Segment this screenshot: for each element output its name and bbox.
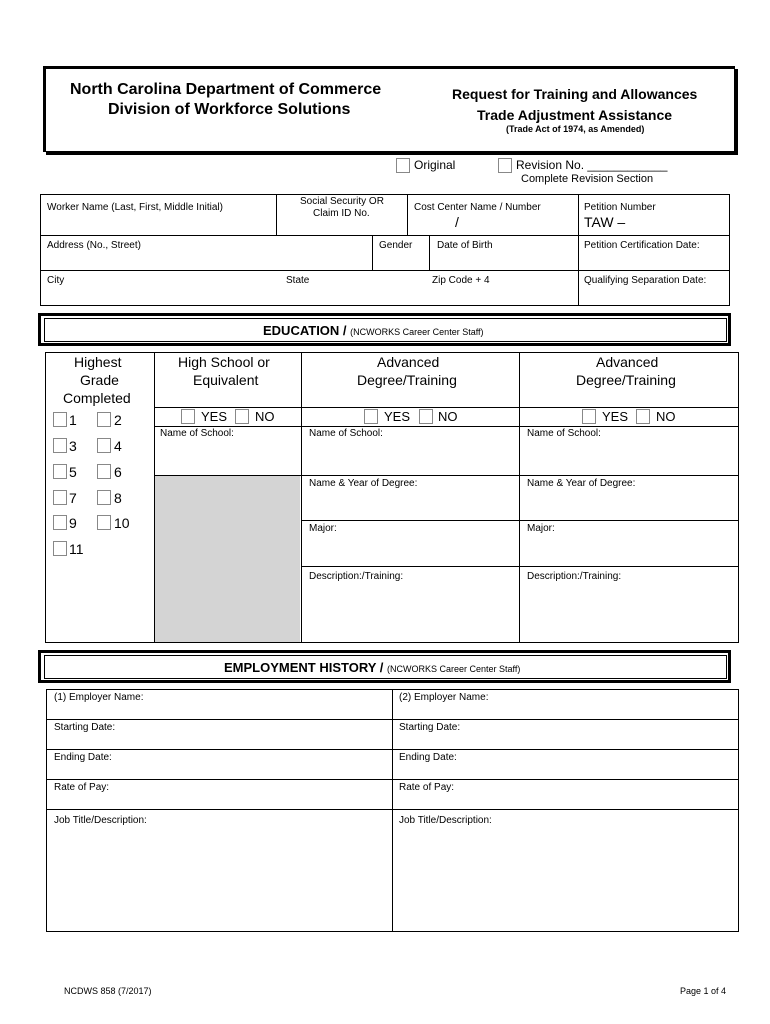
high-school-l1: High School or (178, 354, 270, 370)
adv2-description-label: Description:/Training: (527, 571, 622, 582)
adv1-yes-label: YES (384, 409, 411, 424)
dob-label: Date of Birth (437, 240, 493, 251)
zip-label: Zip Code + 4 (432, 275, 490, 286)
worker-name-field[interactable] (41, 195, 275, 234)
page-number: Page 1 of 4 (680, 986, 727, 996)
grade-8-label: 8 (114, 490, 122, 506)
worker-name-label: Worker Name (Last, First, Middle Initial) (47, 202, 223, 213)
emp2-end-label: Ending Date: (399, 752, 457, 763)
grade-11-checkbox[interactable] (53, 541, 67, 556)
grade-7-checkbox[interactable] (53, 490, 67, 505)
petition-cert-label: Petition Certification Date: (584, 240, 700, 251)
grade-10-checkbox[interactable] (97, 515, 111, 530)
form-title-3: (Trade Act of 1974, as Amended) (506, 124, 645, 134)
emp1-name-label: (1) Employer Name: (54, 692, 144, 703)
adv1-no-checkbox[interactable] (419, 409, 433, 424)
grade-6-label: 6 (114, 464, 122, 480)
adv1-no-label: NO (438, 409, 458, 424)
grade-3-label: 3 (69, 438, 77, 454)
ssn-label-1: Social Security OR (300, 196, 384, 207)
complete-revision-label: Complete Revision Section (521, 173, 654, 185)
education-table (45, 352, 739, 643)
org-line-1: North Carolina Department of Commerce (70, 81, 382, 98)
grade-4-label: 4 (114, 438, 122, 454)
hs-yes-label: YES (201, 409, 228, 424)
advanced-2-l1: Advanced (596, 354, 659, 370)
grade-8-checkbox[interactable] (97, 490, 111, 505)
highest-grade-l1: Highest (74, 354, 122, 370)
revision-checkbox[interactable] (498, 158, 512, 173)
adv1-major-label: Major: (309, 523, 337, 534)
adv2-yes-label: YES (602, 409, 629, 424)
adv2-major-label: Major: (527, 523, 555, 534)
advanced-1-l1: Advanced (377, 354, 440, 370)
header-divider (43, 66, 46, 152)
adv1-school-label: Name of School: (309, 428, 383, 439)
gender-label: Gender (379, 240, 413, 251)
form-title-2: Trade Adjustment Assistance (477, 107, 673, 123)
grade-4-checkbox[interactable] (97, 438, 111, 453)
grade-1-label: 1 (69, 412, 77, 428)
emp1-rate-label: Rate of Pay: (54, 782, 110, 793)
adv2-no-label: NO (656, 409, 676, 424)
grade-5-label: 5 (69, 464, 77, 480)
cost-center-value[interactable]: / (455, 214, 459, 230)
cost-center-label: Cost Center Name / Number (414, 202, 541, 213)
hs-shaded-area (155, 476, 300, 642)
grade-3-checkbox[interactable] (53, 438, 67, 453)
revision-label: Revision No. ____________ (516, 158, 668, 172)
petition-number-value[interactable]: TAW – (584, 214, 626, 230)
hs-no-checkbox[interactable] (235, 409, 249, 424)
separation-date-label: Qualifying Separation Date: (584, 275, 707, 286)
emp2-start-label: Starting Date: (399, 722, 461, 733)
adv1-description-label: Description:/Training: (309, 571, 404, 582)
grade-9-label: 9 (69, 515, 77, 531)
grade-10-label: 10 (114, 515, 130, 531)
city-label: City (47, 275, 65, 286)
ssn-label-2: Claim ID No. (313, 208, 370, 219)
grade-2-checkbox[interactable] (97, 412, 111, 427)
org-line-2: Division of Workforce Solutions (108, 101, 351, 118)
employment-title: EMPLOYMENT HISTORY / (NCWORKS Career Center Staff) (224, 660, 521, 675)
grade-5-checkbox[interactable] (53, 464, 67, 479)
address-label: Address (No., Street) (47, 240, 141, 251)
highest-grade-l2: Grade (80, 372, 119, 388)
advanced-2-l2: Degree/Training (576, 372, 676, 388)
emp1-start-label: Starting Date: (54, 722, 116, 733)
grade-9-checkbox[interactable] (53, 515, 67, 530)
emp2-name-label: (2) Employer Name: (399, 692, 489, 703)
header-top-bar (43, 66, 735, 69)
hs-school-label: Name of School: (160, 428, 234, 439)
grade-6-checkbox[interactable] (97, 464, 111, 479)
adv1-yes-checkbox[interactable] (364, 409, 378, 424)
highest-grade-l3: Completed (63, 390, 131, 406)
high-school-l2: Equivalent (193, 372, 259, 388)
form-title-1: Request for Training and Allowances (452, 86, 698, 102)
address-field[interactable] (41, 236, 371, 269)
emp2-rate-label: Rate of Pay: (399, 782, 455, 793)
adv1-degree-label: Name & Year of Degree: (309, 478, 418, 489)
original-checkbox[interactable] (396, 158, 410, 173)
original-label: Original (414, 158, 456, 172)
form-id: NCDWS 858 (7/2017) (64, 986, 152, 996)
hs-no-label: NO (255, 409, 275, 424)
emp2-job-label: Job Title/Description: (399, 815, 492, 826)
hs-yes-checkbox[interactable] (181, 409, 195, 424)
adv2-no-checkbox[interactable] (636, 409, 650, 424)
petition-number-label: Petition Number (584, 202, 656, 213)
grade-2-label: 2 (114, 412, 122, 428)
grade-1-checkbox[interactable] (53, 412, 67, 427)
emp1-job-label: Job Title/Description: (54, 815, 147, 826)
grade-7-label: 7 (69, 490, 77, 506)
emp1-end-label: Ending Date: (54, 752, 112, 763)
grade-11-label: 11 (69, 541, 84, 557)
advanced-1-l2: Degree/Training (357, 372, 457, 388)
education-title: EDUCATION / (NCWORKS Career Center Staff) (263, 323, 484, 338)
adv2-degree-label: Name & Year of Degree: (527, 478, 636, 489)
state-label: State (286, 275, 310, 286)
adv2-yes-checkbox[interactable] (582, 409, 596, 424)
adv2-school-label: Name of School: (527, 428, 601, 439)
ssn-field[interactable] (277, 195, 406, 234)
